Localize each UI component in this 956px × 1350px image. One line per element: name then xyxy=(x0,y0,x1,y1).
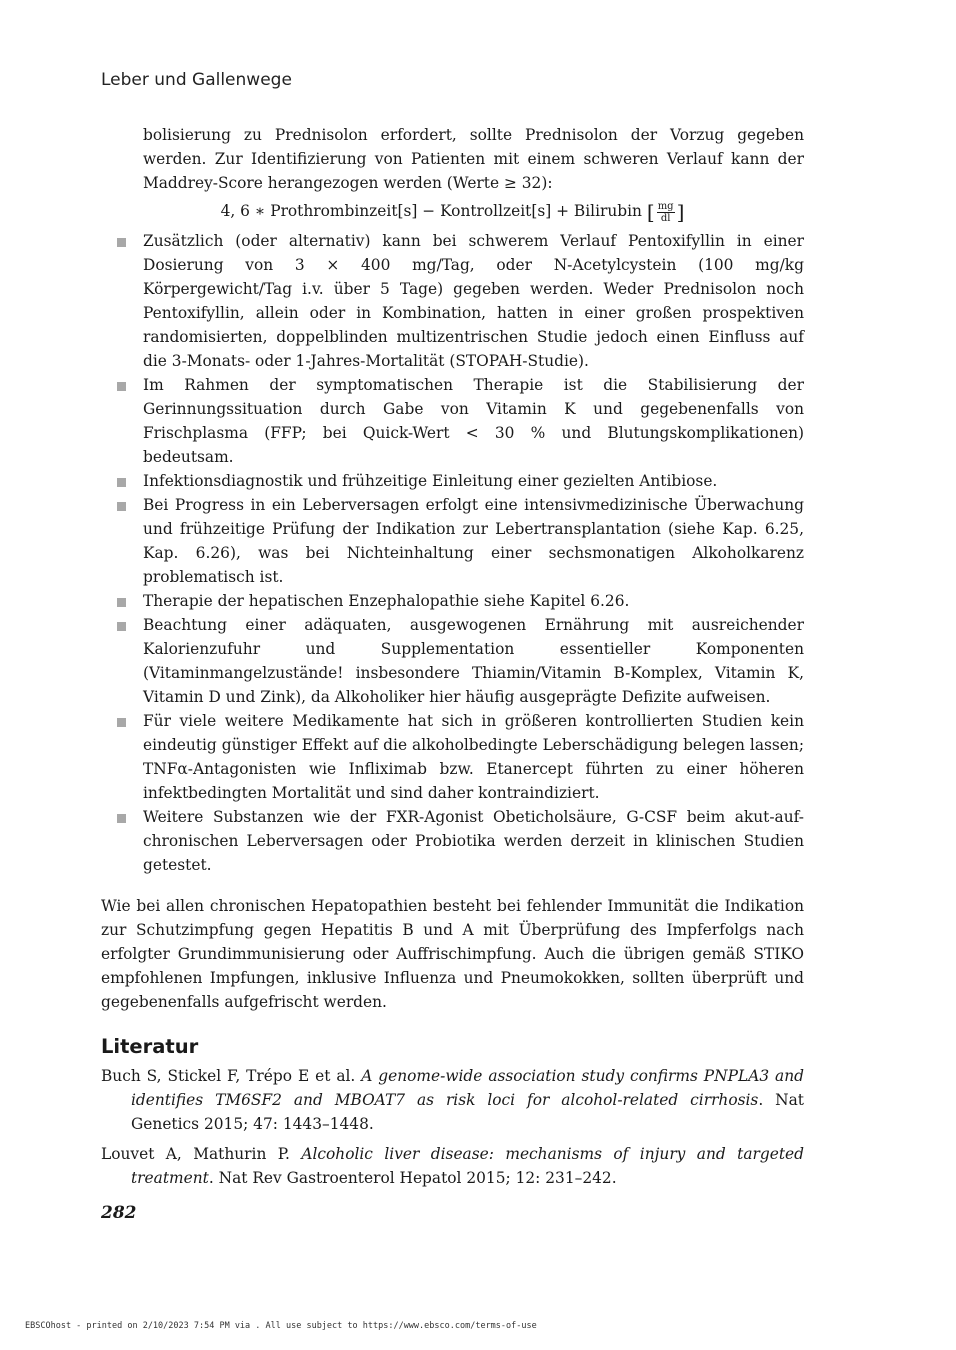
formula-numerator: mg xyxy=(657,200,674,212)
running-head: Leber und Gallenwege xyxy=(101,70,292,90)
vaccination-paragraph: Wie bei allen chronischen Hepatopathien besteht bei fehlender Immunität die Indikation zur Schutzimpfung gegen Hepatitis B und A mit Überprüfung des Impferfolgs nach erfolgter Grundimmunisierung oder Auffrischimpfung. Auch die übrigen gemäß STIKO empfohlenen Impfungen, inklusive Influenza und Pneumokokken, sollten überprüft und gegebenenfalls aufgefrischt werden. xyxy=(101,897,804,1011)
formula-text: 4, 6 ∗ Prothrombinzeit[s] − Kontrollzeit[s] + Bilirubin xyxy=(220,202,642,220)
list-item: Im Rahmen der symptomatischen Therapie ist die Stabilisierung der Gerinnungssituation durch Gabe von Vitamin K und gegebenenfalls von Frischplasma (FFP; bei Quick-Wert < 30 % und Blutungskomplikationen) bedeutsam. xyxy=(101,373,804,469)
square-bullet-icon xyxy=(117,502,126,511)
reference-item: Louvet A, Mathurin P. Alcoholic liver disease: mechanisms of injury and targeted treatment. Nat Rev Gastroenterol Hepatol 2015; 12: 231–242. xyxy=(101,1145,804,1187)
formula-fraction xyxy=(657,201,675,224)
list-item: Zusätzlich (oder alternativ) kann bei schwerem Verlauf Pentoxifyllin in einer Dosierung von 3 × 400 mg/Tag, oder N-Acetylcystein (100 mg/kg Körpergewicht/Tag i.v. über 5 Tage) gegeben werden. Weder Prednisolon noch Pentoxifyllin, allein oder in Kombination, hatten in einer großen prospektiven randomisierten, doppelblinden multizentrischen Studie jedoch einen Einfluss auf die 3-Monats- oder 1-Jahres-Mortalität (STOPAH-Studie). xyxy=(101,229,804,373)
reference-title: A genome-wide association study confirms PNPLA3 and identifies TM6SF2 and MBOAT7 as risk loci for alcohol-related cirrhosis xyxy=(131,1067,804,1109)
reference-title: Alcoholic liver disease: mechanisms of injury and targeted treatment xyxy=(131,1145,804,1187)
square-bullet-icon xyxy=(117,718,126,727)
literature-heading: Literatur xyxy=(101,1035,199,1058)
square-bullet-icon xyxy=(117,622,126,631)
square-bullet-icon xyxy=(117,814,126,823)
square-bullet-icon xyxy=(117,238,126,247)
list-item: Für viele weitere Medikamente hat sich in größeren kontrollierten Studien kein eindeutig günstiger Effekt auf die alkoholbedingte Leberschädigung belegen lassen; TNFα-Antagonisten wie Infliximab bzw. Etanercept führten zu einer höheren infektbedingten Mortalität und sind daher kontraindiziert. xyxy=(101,709,804,805)
square-bullet-icon xyxy=(117,382,126,391)
list-item: Bei Progress in ein Leberversagen erfolgt eine intensivmedizinische Überwachung und frühzeitige Prüfung der Indikation zur Lebertransplantation (siehe Kap. 6.25, Kap. 6.26), was bei Nichteinhaltung einer sechsmonatigen Alkoholkarenz problematisch ist. xyxy=(101,493,804,589)
ebsco-footer: EBSCOhost - printed on 2/10/2023 7:54 PM via . All use subject to https://www.ebsco.com/terms-of-use xyxy=(25,1321,537,1331)
maddrey-formula xyxy=(101,197,804,225)
therapy-bullet-list xyxy=(101,229,804,877)
intro-paragraph: bolisierung zu Prednisolon erfordert, sollte Prednisolon der Vorzug gegeben werden. Zur Identifizierung von Patienten mit einem schweren Verlauf kann der Maddrey-Score herangezogen werden (Werte ≥ 32): xyxy=(143,126,804,192)
square-bullet-icon xyxy=(117,598,126,607)
page-number: 282 xyxy=(101,1203,137,1223)
reference-item: Buch S, Stickel F, Trépo E et al. A genome-wide association study confirms PNPLA3 and identifies TM6SF2 and MBOAT7 as risk loci for alcohol-related cirrhosis. Nat Genetics 2015; 47: 1443–1448. xyxy=(101,1067,804,1133)
page-content xyxy=(101,123,804,1196)
list-item: Therapie der hepatischen Enzephalopathie siehe Kapitel 6.26. xyxy=(101,589,804,613)
formula-denominator: dl xyxy=(660,212,671,224)
list-item: Weitere Substanzen wie der FXR-Agonist Obeticholsäure, G-CSF beim akut-auf-chronischen Leberversagen oder Probiotika werden derzeit in klinischen Studien getestet. xyxy=(101,805,804,877)
list-item: Beachtung einer adäquaten, ausgewogenen Ernährung mit ausreichender Kalorienzufuhr und Supplementation essentieller Komponenten (Vitaminmangelzustände! insbesondere Thiamin/Vitamin B-Komplex, Vitamin K, Vitamin D und Zink), da Alkoholiker hier häufig ausgeprägte Defizite aufweisen. xyxy=(101,613,804,709)
formula-close-bracket: ] xyxy=(676,200,685,224)
reference-list xyxy=(101,1064,804,1190)
square-bullet-icon xyxy=(117,478,126,487)
list-item: Infektionsdiagnostik und frühzeitige Einleitung einer gezielten Antibiose. xyxy=(101,469,804,493)
formula-open-bracket: [ xyxy=(646,200,655,224)
